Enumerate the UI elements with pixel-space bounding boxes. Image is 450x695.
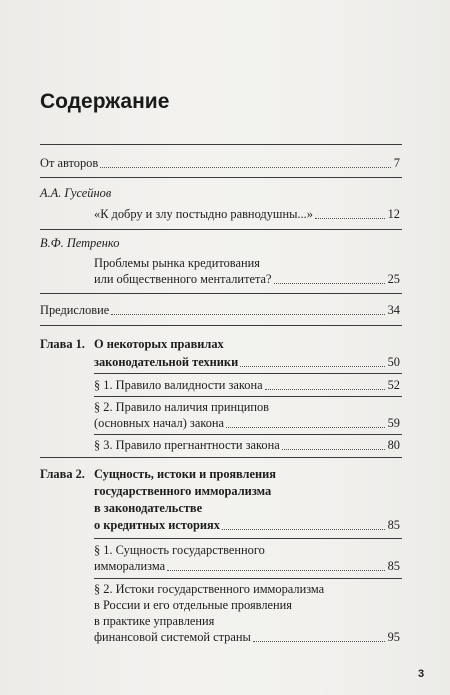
- toc-entry-1-2[interactable]: [94, 415, 400, 431]
- entry-page: 59: [387, 416, 400, 430]
- entry-title: Предисловие: [40, 303, 110, 317]
- page-number: 3: [418, 668, 425, 680]
- toc-line: О некоторых правилах: [94, 337, 224, 351]
- author-guseinov: А.А. Гусейнов: [40, 186, 112, 200]
- entry-page: 25: [387, 272, 400, 286]
- toc-entry-2-2[interactable]: [94, 629, 400, 645]
- divider: [94, 396, 402, 397]
- divider: [94, 578, 402, 579]
- entry-title: (основных начал) закона: [94, 416, 225, 430]
- toc-line: § 2. Истоки государственного имморализма: [94, 582, 325, 596]
- leader-dots: [111, 314, 384, 315]
- toc-entry-1-1[interactable]: [94, 377, 400, 393]
- toc-line: в России и его отдельные проявления: [94, 598, 292, 612]
- author-petrenko: В.Ф. Петренко: [40, 236, 120, 250]
- toc-entry-chapter-1[interactable]: [94, 354, 400, 370]
- entry-page: 34: [387, 303, 400, 317]
- entry-page: 95: [387, 630, 400, 644]
- leader-dots: [240, 366, 384, 367]
- leader-dots: [100, 167, 391, 168]
- entry-page: 85: [387, 518, 400, 532]
- chapter-label: Глава 2.: [40, 467, 85, 481]
- divider: [40, 293, 402, 294]
- toc-entry-petrenko[interactable]: [94, 271, 400, 287]
- toc-entry-chapter-2[interactable]: [94, 517, 400, 533]
- entry-title: законодательной техники: [94, 355, 239, 369]
- divider: [40, 229, 402, 230]
- leader-dots: [282, 449, 385, 450]
- divider: [40, 177, 402, 178]
- toc-line: в законодательстве: [94, 501, 203, 515]
- entry-page: 50: [387, 355, 400, 369]
- leader-dots: [222, 529, 385, 530]
- toc-line: Проблемы рынка кредитования: [94, 256, 260, 270]
- leader-dots: [265, 389, 385, 390]
- entry-page: 12: [387, 207, 400, 221]
- leader-dots: [274, 283, 385, 284]
- toc-entry-2-1[interactable]: [94, 558, 400, 574]
- toc-line: Сущность, истоки и проявления: [94, 467, 276, 481]
- entry-title: § 3. Правило прегнантности закона: [94, 438, 280, 452]
- leader-dots: [226, 427, 385, 428]
- divider: [40, 325, 402, 326]
- entry-title: или общественного менталитета?: [94, 272, 272, 286]
- entry-title: От авторов: [40, 156, 99, 170]
- divider: [94, 434, 402, 435]
- entry-page: 85: [387, 559, 400, 573]
- divider: [94, 538, 402, 539]
- toc-entry-from-authors[interactable]: [40, 155, 400, 171]
- entry-page: 7: [393, 156, 400, 170]
- entry-page: 80: [387, 438, 400, 452]
- leader-dots: [253, 641, 385, 642]
- toc-entry-1-3[interactable]: [94, 437, 400, 453]
- chapter-label: Глава 1.: [40, 337, 85, 351]
- divider: [40, 457, 402, 458]
- entry-title: о кредитных историях: [94, 518, 220, 532]
- entry-title: § 1. Правило валидности закона: [94, 378, 263, 392]
- divider: [40, 144, 402, 145]
- entry-title: финансовой системой страны: [94, 630, 251, 644]
- toc-line: § 1. Сущность государственного: [94, 543, 265, 557]
- entry-title: имморализма: [94, 559, 166, 573]
- toc-line: § 2. Правило наличия принципов: [94, 400, 270, 414]
- toc-entry-guseinov[interactable]: [94, 206, 400, 222]
- toc-heading: Содержание: [40, 90, 170, 113]
- toc-line: государственного имморализма: [94, 484, 272, 498]
- entry-title: «К добру и злу постыдно равнодушны...»: [94, 207, 313, 221]
- divider: [94, 373, 402, 374]
- toc-entry-preface[interactable]: [40, 302, 400, 318]
- toc-line: в практике управления: [94, 614, 215, 628]
- leader-dots: [315, 218, 385, 219]
- leader-dots: [167, 570, 385, 571]
- entry-page: 52: [387, 378, 400, 392]
